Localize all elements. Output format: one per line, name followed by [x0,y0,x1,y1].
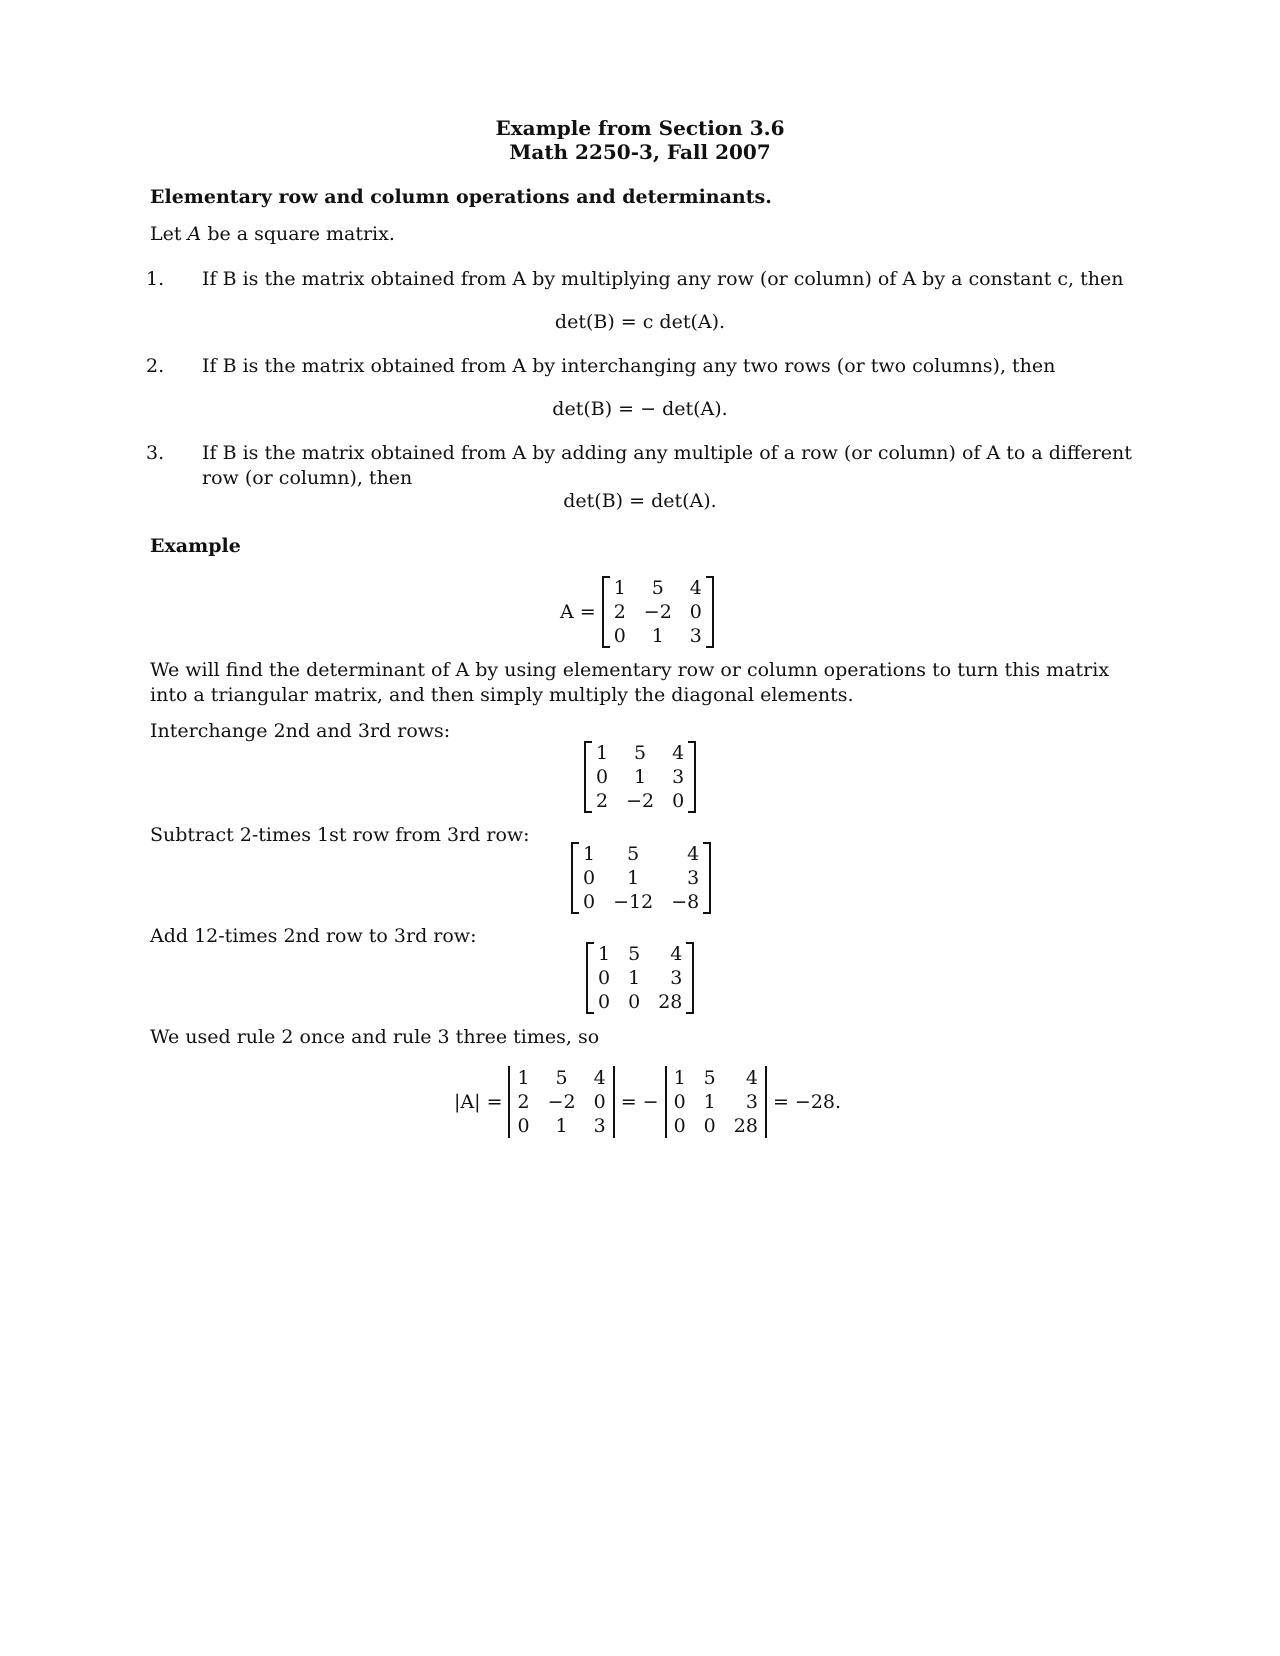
matrix-cell: 1 [555,1115,568,1137]
matrix-cell: 4 [670,943,683,965]
matrix-cell: 0 [628,991,641,1013]
step-1-matrix-wrap [584,741,696,813]
example-heading: Example [150,535,241,557]
rule-3: 3. If B is the matrix obtained from A by adding any multiple of a row (or column) of A to a different row (or column), then [146,442,1132,489]
matrix-row [594,990,686,1014]
matrix-cell: 0 [613,625,626,647]
right-bracket [686,942,694,1014]
step-1-label: Interchange 2nd and 3rd rows: [150,720,451,742]
rule-2: 2. If B is the matrix obtained from A by interchanging any two rows (or two columns), then [146,355,1056,377]
matrix-cell: 5 [651,577,664,599]
matrix-cell: 1 [613,577,626,599]
matrix-cell: 1 [634,766,647,788]
step-3-matrix [586,942,694,1014]
right-bracket [706,576,714,648]
step-2-label: Subtract 2-times 1st row from 3rd row: [150,824,530,846]
title-line-2: Math 2250-3, Fall 2007 [509,140,771,164]
matrix-cell: 3 [593,1115,606,1137]
matrix-cell: −2 [547,1091,576,1113]
matrix-row [670,1114,762,1138]
matrix-cell: 3 [687,867,700,889]
matrix-row [513,1090,609,1114]
rule-1-text: If B is the matrix obtained from A by multiplying any row (or column) of A by a constant c, then [202,268,1124,290]
rule-1-formula: det(B) = c det(A). [554,311,726,333]
matrix-row [513,1066,609,1090]
matrix-cell: 1 [651,625,664,647]
matrix-cell: 0 [689,601,702,623]
matrix-cell: 1 [596,742,609,764]
matrix-cell: 28 [658,991,683,1013]
matrix-cell: −8 [671,891,700,913]
matrix-cell: 3 [672,766,685,788]
matrix-cell: 0 [583,867,596,889]
matrix-grid [513,1066,609,1138]
section-heading: Elementary row and column operations and determinants. [150,186,772,208]
matrix-cell: 3 [745,1091,758,1113]
matrix-cell: 0 [598,967,611,989]
matrix-row [670,1066,762,1090]
matrix-cell: 0 [598,991,611,1013]
matrix-cell: 4 [689,577,702,599]
matrix-cell: 4 [745,1067,758,1089]
step-3-matrix-wrap [586,942,694,1014]
matrix-row [594,966,686,990]
final-mid: = − [620,1091,659,1113]
matrix-row [592,741,688,765]
matrix-cell: −2 [643,601,672,623]
rule-3-formula: det(B) = det(A). [563,490,717,512]
matrix-cell: 1 [583,843,596,865]
final-det-1 [508,1066,614,1138]
matrix-row [610,624,706,648]
matrix-cell: 0 [703,1115,716,1137]
step-3-label: Add 12-times 2nd row to 3rd row: [150,925,477,947]
matrix-row [592,789,688,813]
matrix-cell: 2 [613,601,626,623]
matrix-cell: 1 [598,943,611,965]
left-bracket [571,842,579,914]
step-2-matrix [571,842,711,914]
matrix-grid [670,1066,762,1138]
right-bracket [688,741,696,813]
final-result: = −28. [772,1091,842,1113]
matrix-cell: 5 [627,843,640,865]
left-bracket [602,576,610,648]
matrix-cell: 1 [627,867,640,889]
matrix-cell: 4 [593,1067,606,1089]
matrix-cell: 5 [628,943,641,965]
matrix-cell: 4 [672,742,685,764]
matrix-cell: 0 [673,1091,686,1113]
left-bracket [586,942,594,1014]
matrix-cell: 2 [596,790,609,812]
rule-1: 1. If B is the matrix obtained from A by multiplying any row (or column) of A by a constant c, then [146,268,1124,290]
matrix-cell: 3 [689,625,702,647]
matrix-cell: 2 [517,1091,530,1113]
step-1-matrix [584,741,696,813]
rule-3-text: If B is the matrix obtained from A by adding any multiple of a row (or column) of A to a different row (or column), then [202,442,1132,489]
rule-2-formula: det(B) = − det(A). [552,398,728,420]
matrix-row [513,1114,609,1138]
left-bracket [584,741,592,813]
step-2-matrix-wrap [571,842,711,914]
matrix-cell: −12 [613,891,654,913]
matrix-row [579,890,703,914]
matrix-cell: 0 [583,891,596,913]
matrix-cell: 1 [703,1091,716,1113]
matrix-a-equation [554,576,714,648]
intro-text: Let A be a square matrix. [150,223,395,245]
matrix-cell: 28 [733,1115,758,1137]
matrix-a [602,576,714,648]
matrix-row [610,600,706,624]
matrix-row [592,765,688,789]
matrix-cell: 5 [555,1067,568,1089]
title-line-1: Example from Section 3.6 [495,116,785,140]
right-bracket [703,842,711,914]
matrix-cell: 1 [628,967,641,989]
matrix-row [579,866,703,890]
matrix-cell: 4 [687,843,700,865]
matrix-row [670,1090,762,1114]
page-title [0,116,1280,164]
matrix-cell: 5 [703,1067,716,1089]
matrix-grid [594,942,686,1014]
matrix-cell: 3 [670,967,683,989]
matrix-cell: 0 [517,1115,530,1137]
matrix-cell: 1 [673,1067,686,1089]
matrix-cell: 1 [517,1067,530,1089]
final-det-2 [665,1066,767,1138]
rule-2-text: If B is the matrix obtained from A by interchanging any two rows (or two columns), then [202,355,1056,377]
final-equation [448,1066,847,1138]
matrix-row [579,842,703,866]
matrix-row [610,576,706,600]
matrix-cell: 5 [634,742,647,764]
conclusion-text: We used rule 2 once and rule 3 three times, so [150,1026,600,1048]
matrix-row [594,942,686,966]
matrix-cell: 0 [673,1115,686,1137]
final-lhs: |A| = [454,1091,503,1113]
matrix-cell: 0 [672,790,685,812]
matrix-grid [579,842,703,914]
explanation-text: We will find the determinant of A by using elementary row or column operations to turn this matrix into a triangular matrix, and then simply multiply the diagonal elements. [150,659,1110,706]
matrix-cell: 0 [596,766,609,788]
matrix-cell: 0 [593,1091,606,1113]
matrix-a-label: A = [560,601,596,623]
matrix-grid [610,576,706,648]
matrix-grid [592,741,688,813]
matrix-cell: −2 [626,790,655,812]
